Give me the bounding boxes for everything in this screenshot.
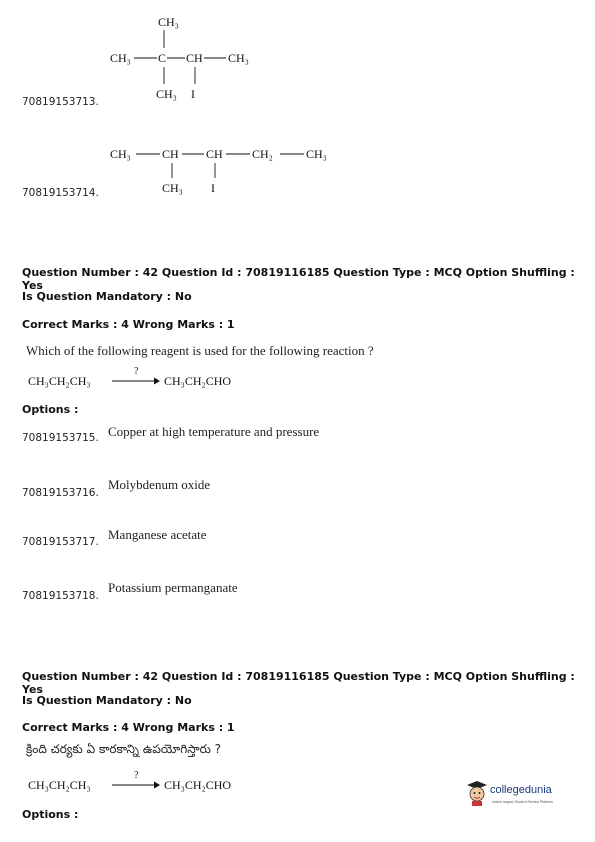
graduate-mascot-icon (466, 780, 488, 806)
s2-ch-b: CH (206, 147, 223, 161)
s1-bottom-ch3: CH₃ (156, 87, 177, 101)
q2-marks: Correct Marks : 4 Wrong Marks : 1 (22, 721, 235, 734)
s1-ch: CH (186, 51, 203, 65)
q2-header-line1: Question Number : 42 Question Id : 70819116185 Question Type : MCQ Option Shuffling : Yes (22, 670, 575, 696)
option-text-718[interactable]: Potassium permanganate (108, 580, 238, 595)
q1-arrow-label: ? (134, 366, 139, 377)
q2-arrow-label: ? (134, 770, 139, 781)
q1-reactant: CH₃CH₂CH₃ (28, 374, 91, 388)
s2-sub-iodo: I (211, 181, 215, 195)
q2-header-line2: Is Question Mandatory : No (22, 694, 192, 707)
s2-ch-a: CH (162, 147, 179, 161)
option-id-714: 70819153714. (22, 187, 99, 199)
collegedunia-logo (466, 778, 566, 810)
s2-ch3-b: CH₃ (306, 147, 327, 161)
structure-1 (100, 10, 300, 102)
option-id-717: 70819153717. (22, 536, 99, 548)
q2-reaction (26, 768, 266, 798)
option-id-715: 70819153715. (22, 432, 99, 444)
option-id-713: 70819153713. (22, 96, 99, 108)
s2-ch3-a: CH₃ (110, 147, 131, 161)
logo-wordmark: collegedunia (490, 784, 552, 796)
s1-left-ch3: CH₃ (110, 51, 131, 65)
structure-2 (100, 140, 360, 196)
q1-header-line2: Is Question Mandatory : No (22, 290, 192, 303)
q1-reaction (26, 364, 266, 394)
q2-question-text: క్రింది చర్యకు ఏ కారకాన్ని ఉపయోగిస్తారు ? (26, 742, 222, 756)
q2-options-label: Options : (22, 808, 79, 821)
option-id-718: 70819153718. (22, 590, 99, 602)
s2-sub-ch3: CH₃ (162, 181, 183, 195)
logo-tagline: India's largest Student Review Platform (492, 800, 553, 804)
s1-right-ch3: CH₃ (228, 51, 249, 65)
q1-options-label: Options : (22, 403, 79, 416)
q1-marks: Correct Marks : 4 Wrong Marks : 1 (22, 318, 235, 331)
s1-top-ch3: CH₃ (158, 15, 179, 29)
s1-center-c: C (158, 51, 167, 65)
q1-question-text: Which of the following reagent is used for the following reaction ? (26, 343, 374, 358)
q1-product: CH₃CH₂CHO (164, 374, 232, 388)
option-id-716: 70819153716. (22, 487, 99, 499)
q2-reactant: CH₃CH₂CH₃ (28, 778, 91, 792)
option-text-716[interactable]: Molybdenum oxide (108, 477, 211, 492)
option-text-717[interactable]: Manganese acetate (108, 527, 207, 542)
q1-header-line1: Question Number : 42 Question Id : 70819116185 Question Type : MCQ Option Shuffling : Yes (22, 266, 575, 292)
s2-ch2: CH₂ (252, 147, 273, 161)
option-text-715[interactable]: Copper at high temperature and pressure (108, 424, 320, 439)
q2-product: CH₃CH₂CHO (164, 778, 232, 792)
s1-iodo: I (191, 87, 195, 101)
